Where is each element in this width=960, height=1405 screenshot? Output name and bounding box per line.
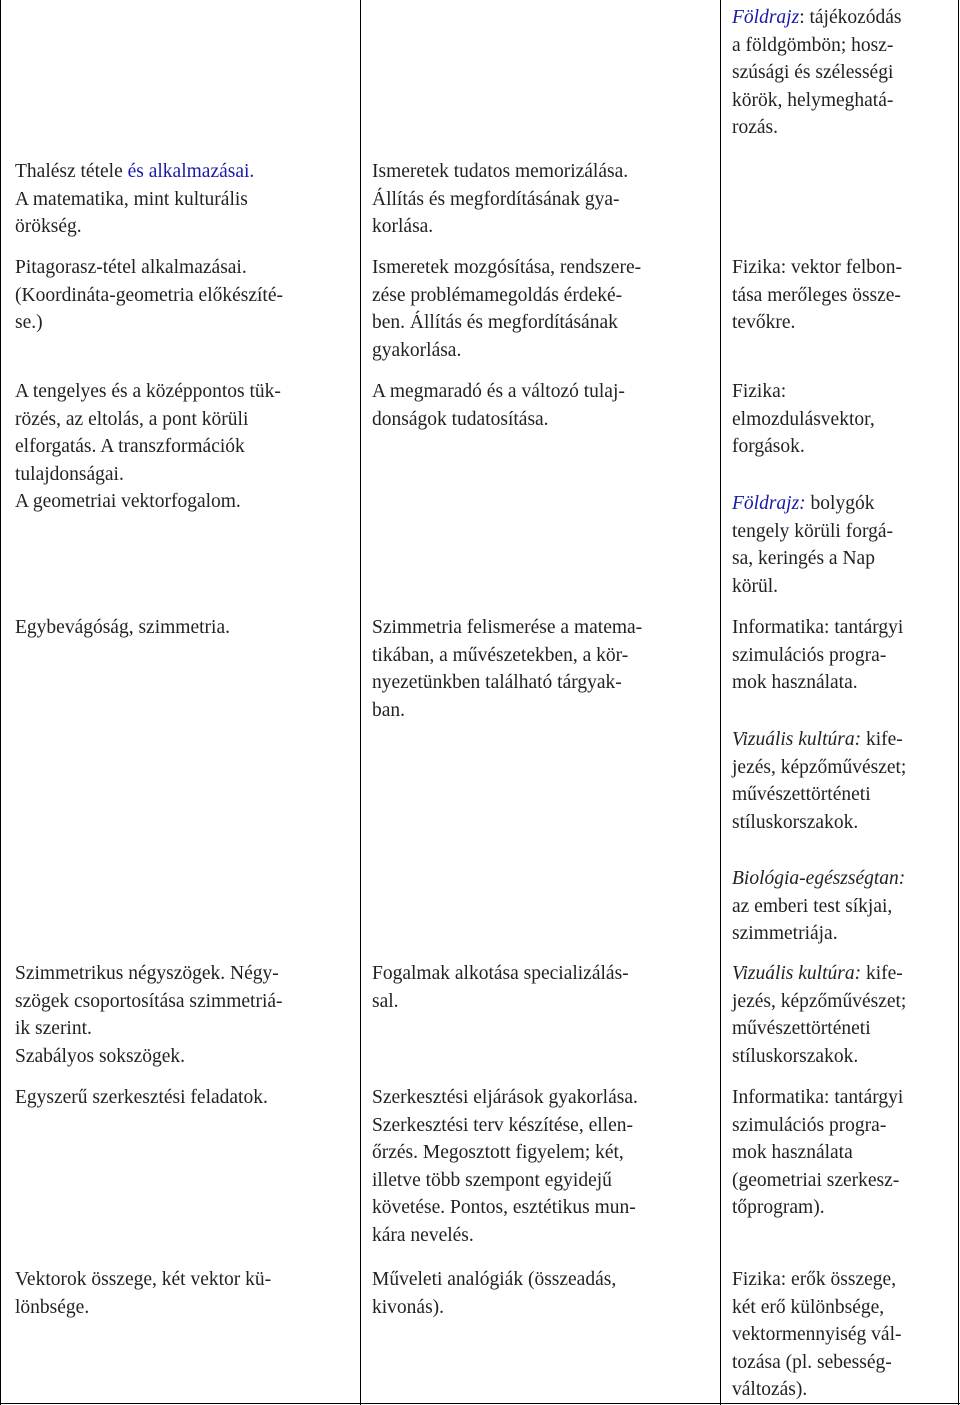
text-line: követése. Pontos, esztétikus mun- (372, 1197, 636, 1218)
text-line: korlása. (372, 216, 434, 237)
text-line: tulajdonságai. (15, 463, 124, 485)
cell-foldrajz-bolygok (732, 490, 893, 600)
text-line: az emberi test síkjai, (732, 895, 893, 917)
cell-informatika-szimulacio (732, 614, 903, 697)
text-line: Biológia-egészségtan: (732, 868, 906, 889)
text-segment: Vizuális kultúra: (732, 729, 862, 750)
text-line: Szimmetrikus négyszögek. Négy- (15, 963, 279, 984)
text-segment: bolygók (805, 493, 875, 514)
text-line: körül. (732, 575, 779, 597)
text-line: tevőkre. (732, 312, 796, 333)
text-line (732, 726, 906, 754)
text-line: szögek csoportosítása szimmetriá- (15, 990, 283, 1012)
text-line: jezés, képzőművészet; (732, 756, 907, 778)
text-line (15, 158, 254, 186)
text-line: Informatika: tantárgyi (732, 1087, 904, 1108)
cell-megmarado (372, 378, 625, 433)
text-line: rozás. (732, 117, 779, 138)
text-line: A matematika, mint kulturális (15, 188, 248, 210)
text-line: Szimmetria felismerése a matema- (372, 617, 643, 638)
text-line: elforgatás. A transzformációk (15, 436, 245, 457)
text-line: Egyszerű szerkesztési feladatok. (15, 1087, 268, 1108)
text-line: vektormennyiség vál- (732, 1324, 902, 1345)
text-line: Pitagorasz-tétel alkalmazásai. (15, 257, 247, 278)
text-line: zése problémamegoldás érdeké- (372, 284, 623, 306)
text-line (732, 960, 906, 988)
text-line: sa, keringés a Nap (732, 548, 875, 569)
text-line: Vektorok összege, két vektor kü- (15, 1269, 272, 1290)
text-line: donságok tudatosítása. (372, 408, 549, 430)
text-line: tozása (pl. sebesség- (732, 1351, 892, 1373)
text-line: stíluskorszakok. (732, 811, 859, 833)
cell-biologia (732, 865, 905, 948)
text-line: művészettörténeti (732, 784, 871, 805)
cell-muveleti-analogiak (372, 1266, 616, 1321)
text-line: tása merőleges össze- (732, 284, 901, 306)
text-line: mok használata (732, 1142, 853, 1163)
cell-transzformaciok (15, 378, 281, 516)
text-line: (Koordináta-geometria előkészíté- (15, 284, 284, 306)
text-line: ik szerint. (15, 1018, 92, 1039)
text-line: forgások. (732, 436, 805, 457)
table-border-col2 (720, 0, 721, 1405)
cell-szimmetria-felismerese (372, 614, 642, 724)
text-line: szimulációs progra- (732, 1114, 887, 1136)
text-line (732, 4, 902, 32)
text-line: (geometriai szerkesz- (732, 1169, 900, 1191)
text-segment: kife- (861, 729, 903, 750)
text-line: tőprogram). (732, 1197, 825, 1218)
table-border-col1 (360, 0, 361, 1405)
table-border-left (0, 0, 1, 1405)
cell-mozgositas (372, 254, 641, 364)
text-line: ben. Állítás és megfordításának (372, 312, 618, 333)
text-line: mok használata. (732, 672, 858, 693)
text-line: illetve több szempont egyidejű (372, 1169, 612, 1191)
cell-szerkesztesi-eljarasok (372, 1084, 638, 1249)
text-line: szúsági és szélességi (732, 62, 894, 83)
text-line: örökség. (15, 216, 82, 237)
text-line: jezés, képzőművészet; (732, 990, 907, 1012)
cell-fogalmak (372, 960, 629, 1015)
cell-thalesz (15, 158, 254, 241)
cell-vizualis-kultura-2 (732, 960, 906, 1070)
text-line: A tengelyes és a középpontos tük- (15, 381, 281, 402)
text-line: tikában, a művészetekben, a kör- (372, 644, 629, 666)
cell-vizualis-kultura-1 (732, 726, 906, 836)
text-line: lönbsége. (15, 1296, 90, 1318)
cell-fizika-erok (732, 1266, 902, 1404)
text-line: kára nevelés. (372, 1224, 474, 1246)
text-line: ban. (372, 699, 406, 721)
text-segment: : tájékozódás (799, 7, 902, 28)
cell-egybevagosag (15, 614, 230, 642)
text-line: Fizika: erők összege, (732, 1269, 897, 1290)
text-segment: Földrajz (732, 7, 800, 28)
text-line (732, 490, 893, 518)
text-line: a földgömbön; hosz- (732, 34, 894, 56)
text-line: két erő különbsége, (732, 1296, 885, 1318)
text-line: Szabályos sokszögek. (15, 1045, 186, 1067)
text-segment: Földrajz: (732, 493, 806, 514)
text-line: gyakorlása. (372, 339, 462, 361)
text-line: stíluskorszakok. (732, 1045, 859, 1067)
text-line: Fizika: vektor felbon- (732, 257, 903, 278)
cell-informatika-geometria (732, 1084, 903, 1222)
cell-memorizalas (372, 158, 628, 241)
text-line: sal. (372, 990, 399, 1012)
text-line: Szerkesztési terv készítése, ellen- (372, 1114, 633, 1136)
text-line: szimulációs progra- (732, 644, 887, 666)
text-line: Fizika: (732, 381, 787, 402)
text-line: Fogalmak alkotása specializálás- (372, 963, 629, 984)
text-line: Ismeretek mozgósítása, rendszere- (372, 257, 642, 278)
text-segment: kife- (861, 963, 903, 984)
text-line: szimmetriája. (732, 923, 838, 944)
text-segment: Thalész tétele (15, 161, 128, 182)
cell-negyszogek (15, 960, 283, 1070)
text-line: Műveleti analógiák (összeadás, (372, 1269, 617, 1290)
text-line: változás). (732, 1379, 808, 1400)
cell-fizika-elmozdulas (732, 378, 875, 461)
cell-pitagorasz (15, 254, 283, 337)
text-line: kivonás). (372, 1296, 445, 1318)
text-line: őrzés. Megosztott figyelem; két, (372, 1142, 624, 1163)
cell-szerkesztes (15, 1084, 268, 1112)
text-line: nyezetünkben található tárgyak- (372, 672, 622, 693)
table-border-right (958, 0, 959, 1405)
text-line: tengely körüli forgá- (732, 520, 894, 542)
text-line: elmozdulásvektor, (732, 408, 875, 430)
text-line: Informatika: tantárgyi (732, 617, 904, 638)
cell-vektorok (15, 1266, 271, 1321)
text-line: rözés, az eltolás, a pont körüli (15, 408, 249, 430)
text-segment: és alkalmazásai. (127, 161, 255, 182)
text-line: Egybevágóság, szimmetria. (15, 617, 230, 638)
text-line: se.) (15, 312, 43, 333)
text-line: művészettörténeti (732, 1018, 871, 1039)
cell-foldrajz-tajekozodas (732, 4, 902, 142)
text-line: körök, helymeghatá- (732, 89, 894, 111)
text-line: Ismeretek tudatos memorizálása. (372, 161, 629, 182)
text-line: A geometriai vektorfogalom. (15, 491, 241, 512)
text-line: Állítás és megfordításának gya- (372, 188, 620, 210)
text-line: A megmaradó és a változó tulaj- (372, 381, 625, 402)
text-segment: Vizuális kultúra: (732, 963, 862, 984)
cell-fizika-vektor (732, 254, 902, 337)
text-line: Szerkesztési eljárások gyakorlása. (372, 1087, 638, 1108)
